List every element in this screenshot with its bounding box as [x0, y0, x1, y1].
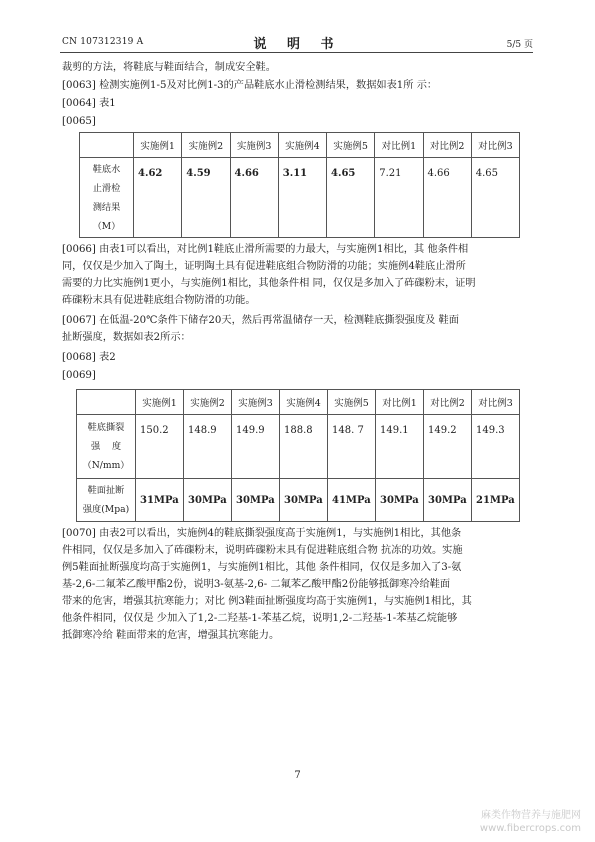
table-cell: 4.62: [134, 158, 182, 238]
row-header: 鞋底撕裂 强 度 （N/mm）: [77, 415, 136, 479]
table-cell: 41MPa: [328, 479, 376, 522]
column-header: 实施例2: [184, 390, 232, 415]
column-header: 实施例2: [182, 133, 230, 158]
paragraph-0064: [0064] 表1: [62, 98, 116, 109]
paragraph-0070-line: 基-2,6-二氟苯乙酸甲酯2份，说明3-氨基-2,6- 二氟苯乙酸甲酯2份能够抵御寒冷给鞋面: [62, 579, 451, 590]
table-cell: 4.65: [471, 158, 519, 238]
column-header: 实施例5: [327, 133, 375, 158]
paragraph-0070: [0070] 由表2可以看出，实施例4的鞋底撕裂强度高于实施例1，与实施例1相比，其他条: [62, 528, 462, 539]
table-cell: 149.2: [424, 415, 472, 479]
table-cell: 148.9: [184, 415, 232, 479]
table-row: [77, 479, 520, 522]
table-cell: 3.11: [278, 158, 326, 238]
column-header: 对比例3: [472, 390, 520, 415]
table-cell: 30MPa: [280, 479, 328, 522]
column-header: 实施例3: [230, 133, 278, 158]
column-header: 对比例2: [423, 133, 471, 158]
table-header-row: [77, 390, 520, 415]
paragraph-0066: [0066] 由表1可以看出，对比例1鞋底止滑所需要的力最大，与实施例1相比，其 他条件相: [62, 244, 469, 255]
column-header: 对比例3: [471, 133, 519, 158]
table-cell: 149.9: [232, 415, 280, 479]
column-header: 实施例4: [280, 390, 328, 415]
table-cell: 4.65: [327, 158, 375, 238]
table-cell: 30MPa: [376, 479, 424, 522]
column-header: 对比例1: [376, 390, 424, 415]
table-2: [76, 389, 520, 522]
table-cell: 7.21: [375, 158, 423, 238]
paragraph-0070-line: 件相同，仅仅是多加入了砗磲粉末，说明砗磲粉末具有促进鞋底组合物 抗冻的功效。实施: [62, 545, 463, 556]
paragraph-0066-line: 砗磲粉末具有促进鞋底组合物防滑的功能。: [62, 295, 256, 306]
table-cell: 4.66: [230, 158, 278, 238]
table-row: [77, 415, 520, 479]
header-rule: [60, 52, 533, 53]
table-cell: 148. 7: [328, 415, 376, 479]
row-header: 鞋面扯断 强度(Mpa): [77, 479, 136, 522]
paragraph-0067-line: 扯断强度，数据如表2所示：: [62, 332, 191, 343]
column-header: 对比例2: [424, 390, 472, 415]
text-line: 裁剪的方法，将鞋底与鞋面结合，制成安全鞋。: [62, 62, 276, 73]
column-header: 实施例3: [232, 390, 280, 415]
table-cell: 30MPa: [424, 479, 472, 522]
table-corner-cell: [80, 133, 134, 158]
paragraph-0068: [0068] 表2: [62, 352, 116, 363]
paragraph-0063: [0063] 检测实施例1-5及对比例1-3的产品鞋底水止滑检测结果，数据如表1所 示：: [62, 80, 438, 91]
table-1: [79, 132, 520, 238]
document-title: 说 明 书: [253, 37, 342, 52]
table-cell: 149.3: [472, 415, 520, 479]
paragraph-0067: [0067] 在低温-20℃条件下储存20天，然后再常温储存一天，检测鞋底撕裂强度及 鞋面: [62, 315, 459, 326]
table-cell: 150.2: [136, 415, 184, 479]
paragraph-0066-line: 同，仅仅是少加入了陶土，证明陶土具有促进鞋底组合物防滑的功能；实施例4鞋底止滑所: [62, 261, 466, 272]
table-corner-cell: [77, 390, 136, 415]
column-header: 实施例1: [136, 390, 184, 415]
watermark: [480, 809, 581, 835]
column-header: 实施例5: [328, 390, 376, 415]
table-cell: 4.59: [182, 158, 230, 238]
table-cell: 30MPa: [232, 479, 280, 522]
table-cell: 30MPa: [184, 479, 232, 522]
watermark-line: 麻类作物营养与施肥网: [481, 810, 581, 821]
table-cell: 4.66: [423, 158, 471, 238]
table-row: [80, 158, 520, 238]
paragraph-0070-line: 例5鞋面扯断强度均高于实施例1，与实施例1相比，其他 条件相同，仅仅是多加入了3-氨: [62, 562, 462, 573]
column-header: 实施例4: [278, 133, 326, 158]
column-header: 对比例1: [375, 133, 423, 158]
table-cell: 149.1: [376, 415, 424, 479]
paragraph-0066-line: 需要的力比实施例1更小，与实施例1相比，其他条件相 同，仅仅是多加入了砗磲粉末，证明: [62, 278, 476, 289]
document-number: CN 107312319 A: [62, 37, 144, 47]
table-cell: 188.8: [280, 415, 328, 479]
table-header-row: [80, 133, 520, 158]
column-header: 实施例1: [134, 133, 182, 158]
page-info: 5/5 页: [506, 40, 533, 50]
paragraph-0070-line: 他条件相同，仅仅是 少加入了1,2-二羟基-1-苯基乙烷，说明1,2-二羟基-1-苯基乙烷能够: [62, 613, 458, 624]
paragraph-0069: [0069]: [62, 370, 96, 381]
table-cell: 31MPa: [136, 479, 184, 522]
row-header: 鞋底水 止滑检 测结果 （M）: [80, 158, 134, 238]
paragraph-0070-line: 带来的危害，增强其抗寒能力；对比 例3鞋面扯断强度均高于实施例1，与实施例1相比，其: [62, 596, 472, 607]
page-number: 7: [294, 770, 301, 781]
watermark-line: www.fibercrops.com: [479, 823, 581, 834]
paragraph-0065: [0065]: [62, 116, 96, 127]
table-cell: 21MPa: [472, 479, 520, 522]
paragraph-0070-line: 抵御寒冷给 鞋面带来的危害，增强其抗寒能力。: [62, 630, 280, 641]
